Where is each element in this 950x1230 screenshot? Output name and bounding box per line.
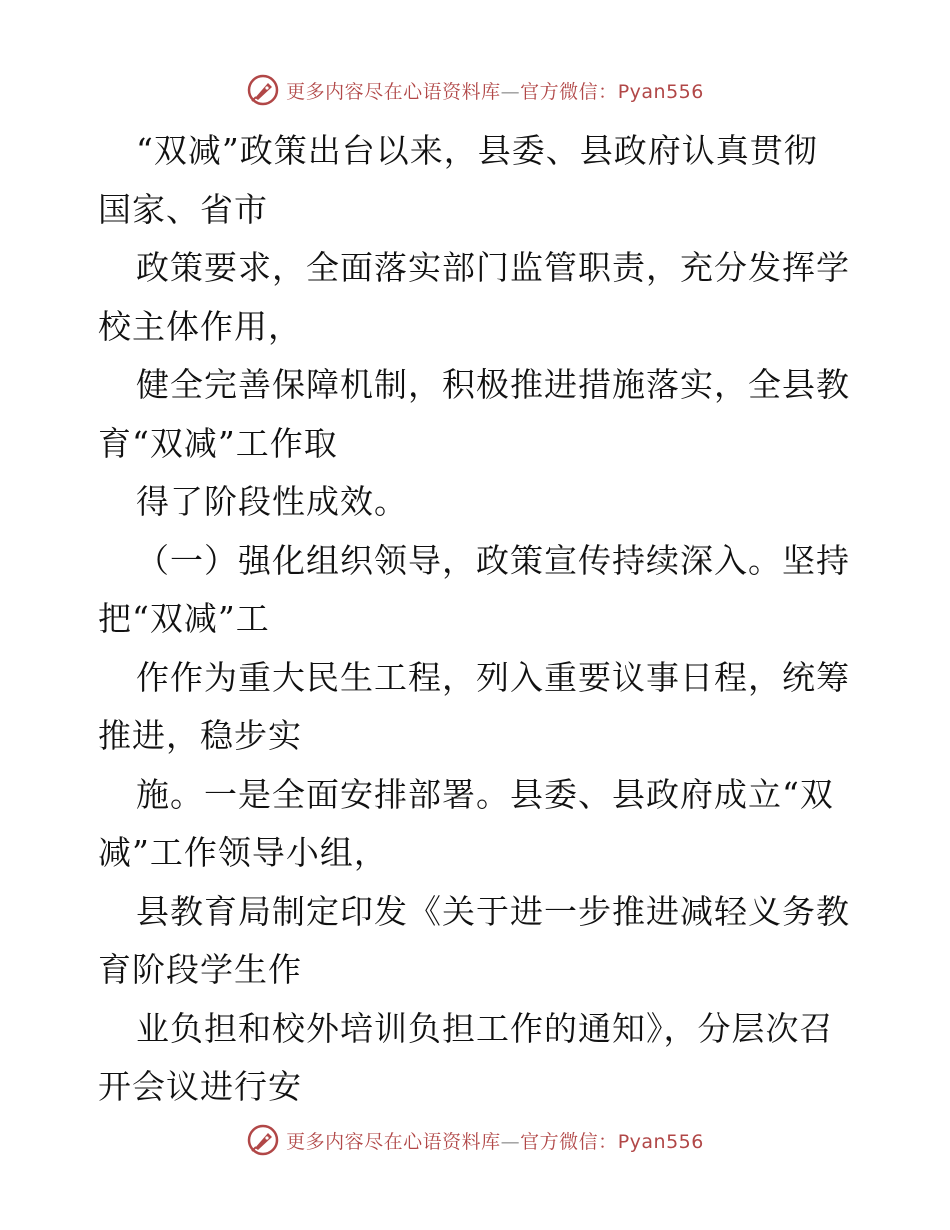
header-wechat-id: Pyan556 (617, 80, 704, 103)
paragraph-continuation: 开会议进行安 (98, 1067, 302, 1106)
paragraph (98, 1000, 850, 1117)
document-body (98, 122, 850, 1117)
paragraph-line: 县教育局制定印发《关于进一步推进减轻义务教 (136, 891, 850, 931)
paragraph-line: （一）强化组织领导，政策宣传持续深入。坚持 (136, 540, 850, 580)
paragraph-continuation: 国家、省市 (98, 189, 268, 229)
paragraph-line: 作作为重大民生工程，列入重要议事日程，统筹 (136, 657, 850, 697)
paragraph-continuation: 育阶段学生作 (98, 950, 302, 989)
paragraph-continuation: 把“双减”工 (98, 599, 270, 638)
paragraph-line: 政策要求，全面落实部门监管职责，充分发挥学 (136, 248, 850, 287)
pen-nib-logo-icon (246, 73, 280, 107)
paragraph-line: 业负担和校外培训负担工作的通知》，分层次召 (136, 1008, 834, 1048)
paragraph (98, 122, 850, 239)
paragraph-line: “双减”政策出台以来，县委、县政府认真贯彻 (136, 131, 818, 170)
paragraph-line: 健全完善保障机制，积极推进措施落实，全县教 (136, 365, 850, 404)
paragraph-continuation: 减”工作领导小组， (98, 833, 388, 872)
header-text (286, 77, 704, 104)
paragraph-line: 得了阶段性成效。 (136, 482, 408, 521)
header-wechat-label: 官方微信： (520, 80, 618, 103)
header-brand: 更多内容尽在心语资料库 (286, 80, 501, 103)
paragraph (98, 766, 850, 883)
footer-separator: — (500, 1130, 521, 1153)
paragraph (98, 473, 850, 532)
header-banner (0, 70, 950, 110)
header-separator: — (500, 80, 521, 103)
footer-wechat-id: Pyan556 (617, 1130, 704, 1153)
paragraph-continuation: 育“双减”工作取 (98, 423, 338, 463)
footer-wechat-label: 官方微信： (520, 1130, 618, 1153)
paragraph (98, 356, 850, 473)
paragraph-line: 施。一是全面安排部署。县委、县政府成立“双 (136, 774, 834, 814)
paragraph (98, 532, 850, 649)
paragraph-continuation: 校主体作用， (98, 306, 302, 346)
paragraph (98, 649, 850, 766)
paragraph-continuation: 推进，稳步实 (98, 716, 302, 755)
pen-nib-logo-icon (246, 1123, 280, 1157)
footer-text (286, 1127, 704, 1154)
paragraph (98, 239, 850, 356)
paragraph (98, 883, 850, 1000)
footer-banner (0, 1120, 950, 1160)
footer-brand: 更多内容尽在心语资料库 (286, 1130, 501, 1153)
